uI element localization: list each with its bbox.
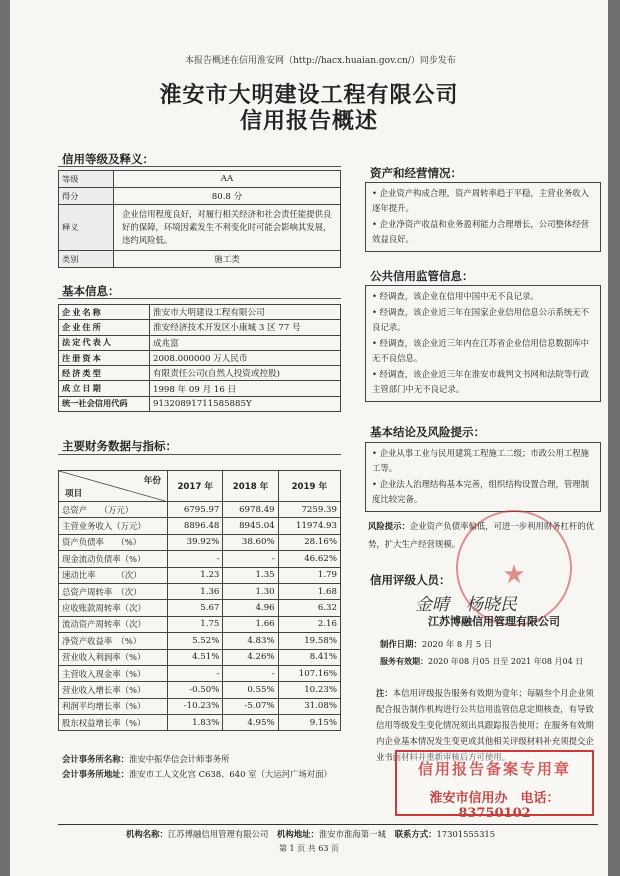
supervision-item: • 经调查，该企业近三年在淮安市裁判文书网和法院等行政主管部门中无不良记录。 [372,369,589,394]
rating-heading: 信用等级及释义： [62,152,154,166]
finance-cell: 19.58% [278,633,340,649]
rating-label: 类别 [59,251,114,268]
finance-row-label: 流动资产周转率（次） [59,616,168,632]
finance-cell: 4.51% [168,649,223,665]
finance-row-label: 应收账款周转率（次） [59,600,168,616]
finance-cell: - [223,551,278,567]
year-header: 2017 年 [168,471,223,502]
company-name-value: 淮安市大明建设工程有限公司 [150,305,341,320]
stamp-line1: 信用报告备案专用章 [417,760,571,778]
finance-cell: 1.30 [223,583,278,599]
basic-divider [58,298,341,299]
finance-row [59,649,341,665]
finance-divider [58,454,341,455]
footer-phone: 17301555315 [436,829,496,839]
finance-cell: -0.50% [168,682,223,698]
finance-row-label: 利润平均增长率（%） [59,698,168,714]
made-date: 制作日期：2020 年 8 月 5 日 [380,639,493,649]
basic-row [59,305,341,320]
year-header: 2019 年 [278,471,340,502]
report-title: 信用报告概述 [239,108,378,134]
finance-row-label: 资产负债率 （%） [59,534,168,550]
finance-corner-cell [59,471,168,502]
finance-cell: 39.92% [168,534,223,550]
accounting-firm-label: 会计事务所名称： [62,754,129,764]
finance-cell: 4.83% [223,633,278,649]
supervision-item: • 经调查，该企业近三年内在江苏省企业信用信息数据库中无不良信息。 [372,338,589,363]
finance-row [59,600,341,616]
finance-row [59,567,341,583]
assets-item: • 企业资产构成合理，资产周转率趋于平稳，主营业务收入逐年提升。 [372,188,589,213]
company-address-value: 淮安经济技术开发区小康城 3 区 77 号 [150,320,341,335]
header-year-label: 年份 [143,476,161,486]
finance-cell: 28.16% [278,534,340,550]
valid-period: 服务有效期：2020 年08 月05 日至 2021 年08 月04 日 [380,657,584,666]
finance-row [59,665,341,681]
rating-category: 施工类 [114,251,341,268]
stamp-line2: 淮安市信用办 电话：83750102 [429,791,560,821]
finance-row [59,518,341,534]
finance-cell: - [168,665,223,681]
filing-stamp [395,750,594,821]
finance-cell: 1.83% [168,715,223,731]
rating-explanation: 企业信用程度良好，对履行相关经济和社会责任能提供良好的保障，环境因素发生不利变化时可能会影响其发展，违约风险低。 [114,205,341,251]
conclusion-heading: 基本结论及风险提示： [370,425,485,439]
accounting-address-label: 会计事务所地址： [62,769,129,779]
finance-row [59,633,341,649]
finance-row [59,534,341,550]
footer-info: 机构名称：江苏博融信用管理有限公司 机构地址：淮安市淮海第一城 联系方式：17301555315 [126,829,496,839]
basic-row [59,335,341,350]
validity-notice: 注：本信用评级报告服务有效期为壹年；每隔叁个月企业须配合报告制作机构进行公共信用监管信息定期核查，有导致信用等级发生变化情况须出具跟踪报告使用；在服务有效期内企业基本情况发生变更或其他相关评级材料补充须提交企业书面材料并重新审核后方可使用。 [376,688,594,762]
finance-cell: 0.55% [223,682,278,698]
finance-row-label: 速动比率 （次） [59,567,168,583]
finance-cell: 5.67 [168,600,223,616]
basic-row [59,381,341,396]
basic-info-table [58,304,341,412]
basic-heading: 基本信息： [62,284,120,298]
finance-cell: 4.26% [223,649,278,665]
credit-code-value: 91320891711585885Y [150,396,341,411]
rater-signatures: 金晴 杨晓民 [415,595,517,615]
basic-label: 企业住所 [59,320,150,335]
basic-label: 企业名称 [59,305,150,320]
document-page [10,0,608,876]
finance-cell: 4.95% [223,715,278,731]
finance-cell: 38.60% [223,534,278,550]
supervision-item: • 经调查，该企业在信用中国中无不良记录。 [372,291,539,301]
finance-row [59,502,341,518]
supervision-box [365,285,601,402]
finance-row-label: 净资产收益率 （%） [59,633,168,649]
raters-label: 信用评级人员： [370,573,451,587]
conclusion-box [365,442,601,512]
finance-row-label: 现金流动负债率（%） [59,551,168,567]
accounting-address-value: 淮安市工人文化宫 C638、640 室（大运河广场对面） [129,769,332,779]
finance-cell: 1.35 [223,567,278,583]
finance-cell: 5.52% [168,633,223,649]
basic-label: 法定代表人 [59,335,150,350]
rating-label: 得分 [59,188,114,205]
finance-cell: 9.15% [278,715,340,731]
registered-capital-value: 2008.000000 万人民币 [150,350,341,365]
rating-table [58,170,341,268]
finance-row-label: 股东权益增长率（%） [59,715,168,731]
finance-row [59,682,341,698]
finance-cell: 2.16 [278,616,340,632]
finance-cell: - [168,551,223,567]
finance-row [59,715,341,731]
finance-row-label: 营业收入增长率（%） [59,682,168,698]
finance-cell: 1.36 [168,583,223,599]
finance-cell: 8945.04 [223,518,278,534]
finance-cell: 10.23% [278,682,340,698]
finance-cell: 1.79 [278,567,340,583]
finance-cell: 8.41% [278,649,340,665]
finance-row-label: 总资产周转率 （次） [59,583,168,599]
finance-cell: 31.08% [278,698,340,714]
supervision-item: • 经调查，该企业近三年在国家企业信用信息公示系统无不良记录。 [372,307,589,332]
finance-table [58,470,341,731]
finance-row-label: 总资产 （万元） [59,502,168,518]
basic-label: 统一社会信用代码 [59,396,150,411]
finance-cell: 1.75 [168,616,223,632]
basic-row [59,396,341,411]
company-title: 淮安市大明建设工程有限公司 [159,82,459,108]
publish-note: 本报告概述在信用淮安网（http://hacx.huaian.gov.cn/）同步发布 [185,56,456,66]
footer-address: 淮安市淮海第一城 [318,829,386,839]
footer-divider [58,824,598,825]
finance-cell: 107.16% [278,665,340,681]
finance-heading: 主要财务数据与指标： [62,439,177,453]
conclusion-item: • 企业法人治理结构基本完善，组织结构设置合理，管理制度比较完备。 [372,479,589,504]
finance-cell: 1.23 [168,567,223,583]
accounting-firm [62,753,342,765]
page-number: 第 1 页 共 63 页 [279,844,339,853]
finance-row [59,616,341,632]
conclusion-item: • 企业从事工业与民用建筑工程施工二级；市政公用工程施工等。 [372,448,589,473]
basic-row [59,350,341,365]
finance-row [59,698,341,714]
finance-cell: 6978.49 [223,502,278,518]
finance-header-row [59,471,341,502]
risk-text: 企业资产负债率偏低，可进一步利用财务杠杆的优势，扩大生产经营规模。 [368,521,595,549]
rating-row-grade [59,171,341,188]
rating-row-explanation [59,205,341,251]
footer-org: 江苏博融信用管理有限公司 [167,829,269,839]
economic-type-value: 有限责任公司(自然人投资或控股) [150,366,341,381]
finance-body [59,502,341,731]
finance-cell: 6.32 [278,600,340,616]
assets-box [365,182,601,252]
rating-row-category [59,251,341,268]
risk-label: 风险提示： [368,521,410,531]
finance-cell: 11974.93 [278,518,340,534]
finance-cell: 1.68 [278,583,340,599]
finance-row-label: 主营业务收入（万元） [59,518,168,534]
finance-row [59,583,341,599]
assets-item: • 企业净资产收益和业务盈利能力合理增长，公司整体经营效益良好。 [372,219,589,244]
finance-cell: 1.66 [223,616,278,632]
finance-cell: 6795.97 [168,502,223,518]
accounting-address [62,768,342,781]
legal-rep-value: 成兆富 [150,335,341,350]
agency-name: 江苏博融信用管理有限公司 [428,615,560,628]
finance-cell: 7259.39 [278,502,340,518]
rating-label: 等级 [59,171,114,188]
finance-row-label: 营业收入利润率（%） [59,649,168,665]
basic-label: 注册资本 [59,350,150,365]
rating-grade: AA [114,171,341,188]
founded-date-value: 1998 年 09 月 16 日 [150,381,341,396]
supervision-heading: 公共信用监管信息： [370,269,474,283]
basic-label: 成立日期 [59,381,150,396]
finance-row [59,551,341,567]
finance-cell: 8896.48 [168,518,223,534]
finance-cell: 46.62% [278,551,340,567]
basic-row [59,366,341,381]
seal-star-icon: ★ [502,560,526,590]
rating-label: 释义 [59,205,114,251]
rating-score: 80.8 分 [114,188,341,205]
finance-cell: - [223,665,278,681]
basic-row [59,320,341,335]
finance-cell: 4.96 [223,600,278,616]
rating-row-score [59,188,341,205]
rating-divider [58,166,341,167]
year-header: 2018 年 [223,471,278,502]
finance-cell: -10.23% [168,698,223,714]
header-item-label: 项目 [65,489,83,499]
assets-heading: 资产和经营情况： [370,166,462,180]
finance-row-label: 主营收入现金率（%） [59,665,168,681]
basic-label: 经济类型 [59,366,150,381]
accounting-firm-value: 淮安中振华信会计师事务所 [129,754,230,764]
finance-cell: -5.07% [223,698,278,714]
